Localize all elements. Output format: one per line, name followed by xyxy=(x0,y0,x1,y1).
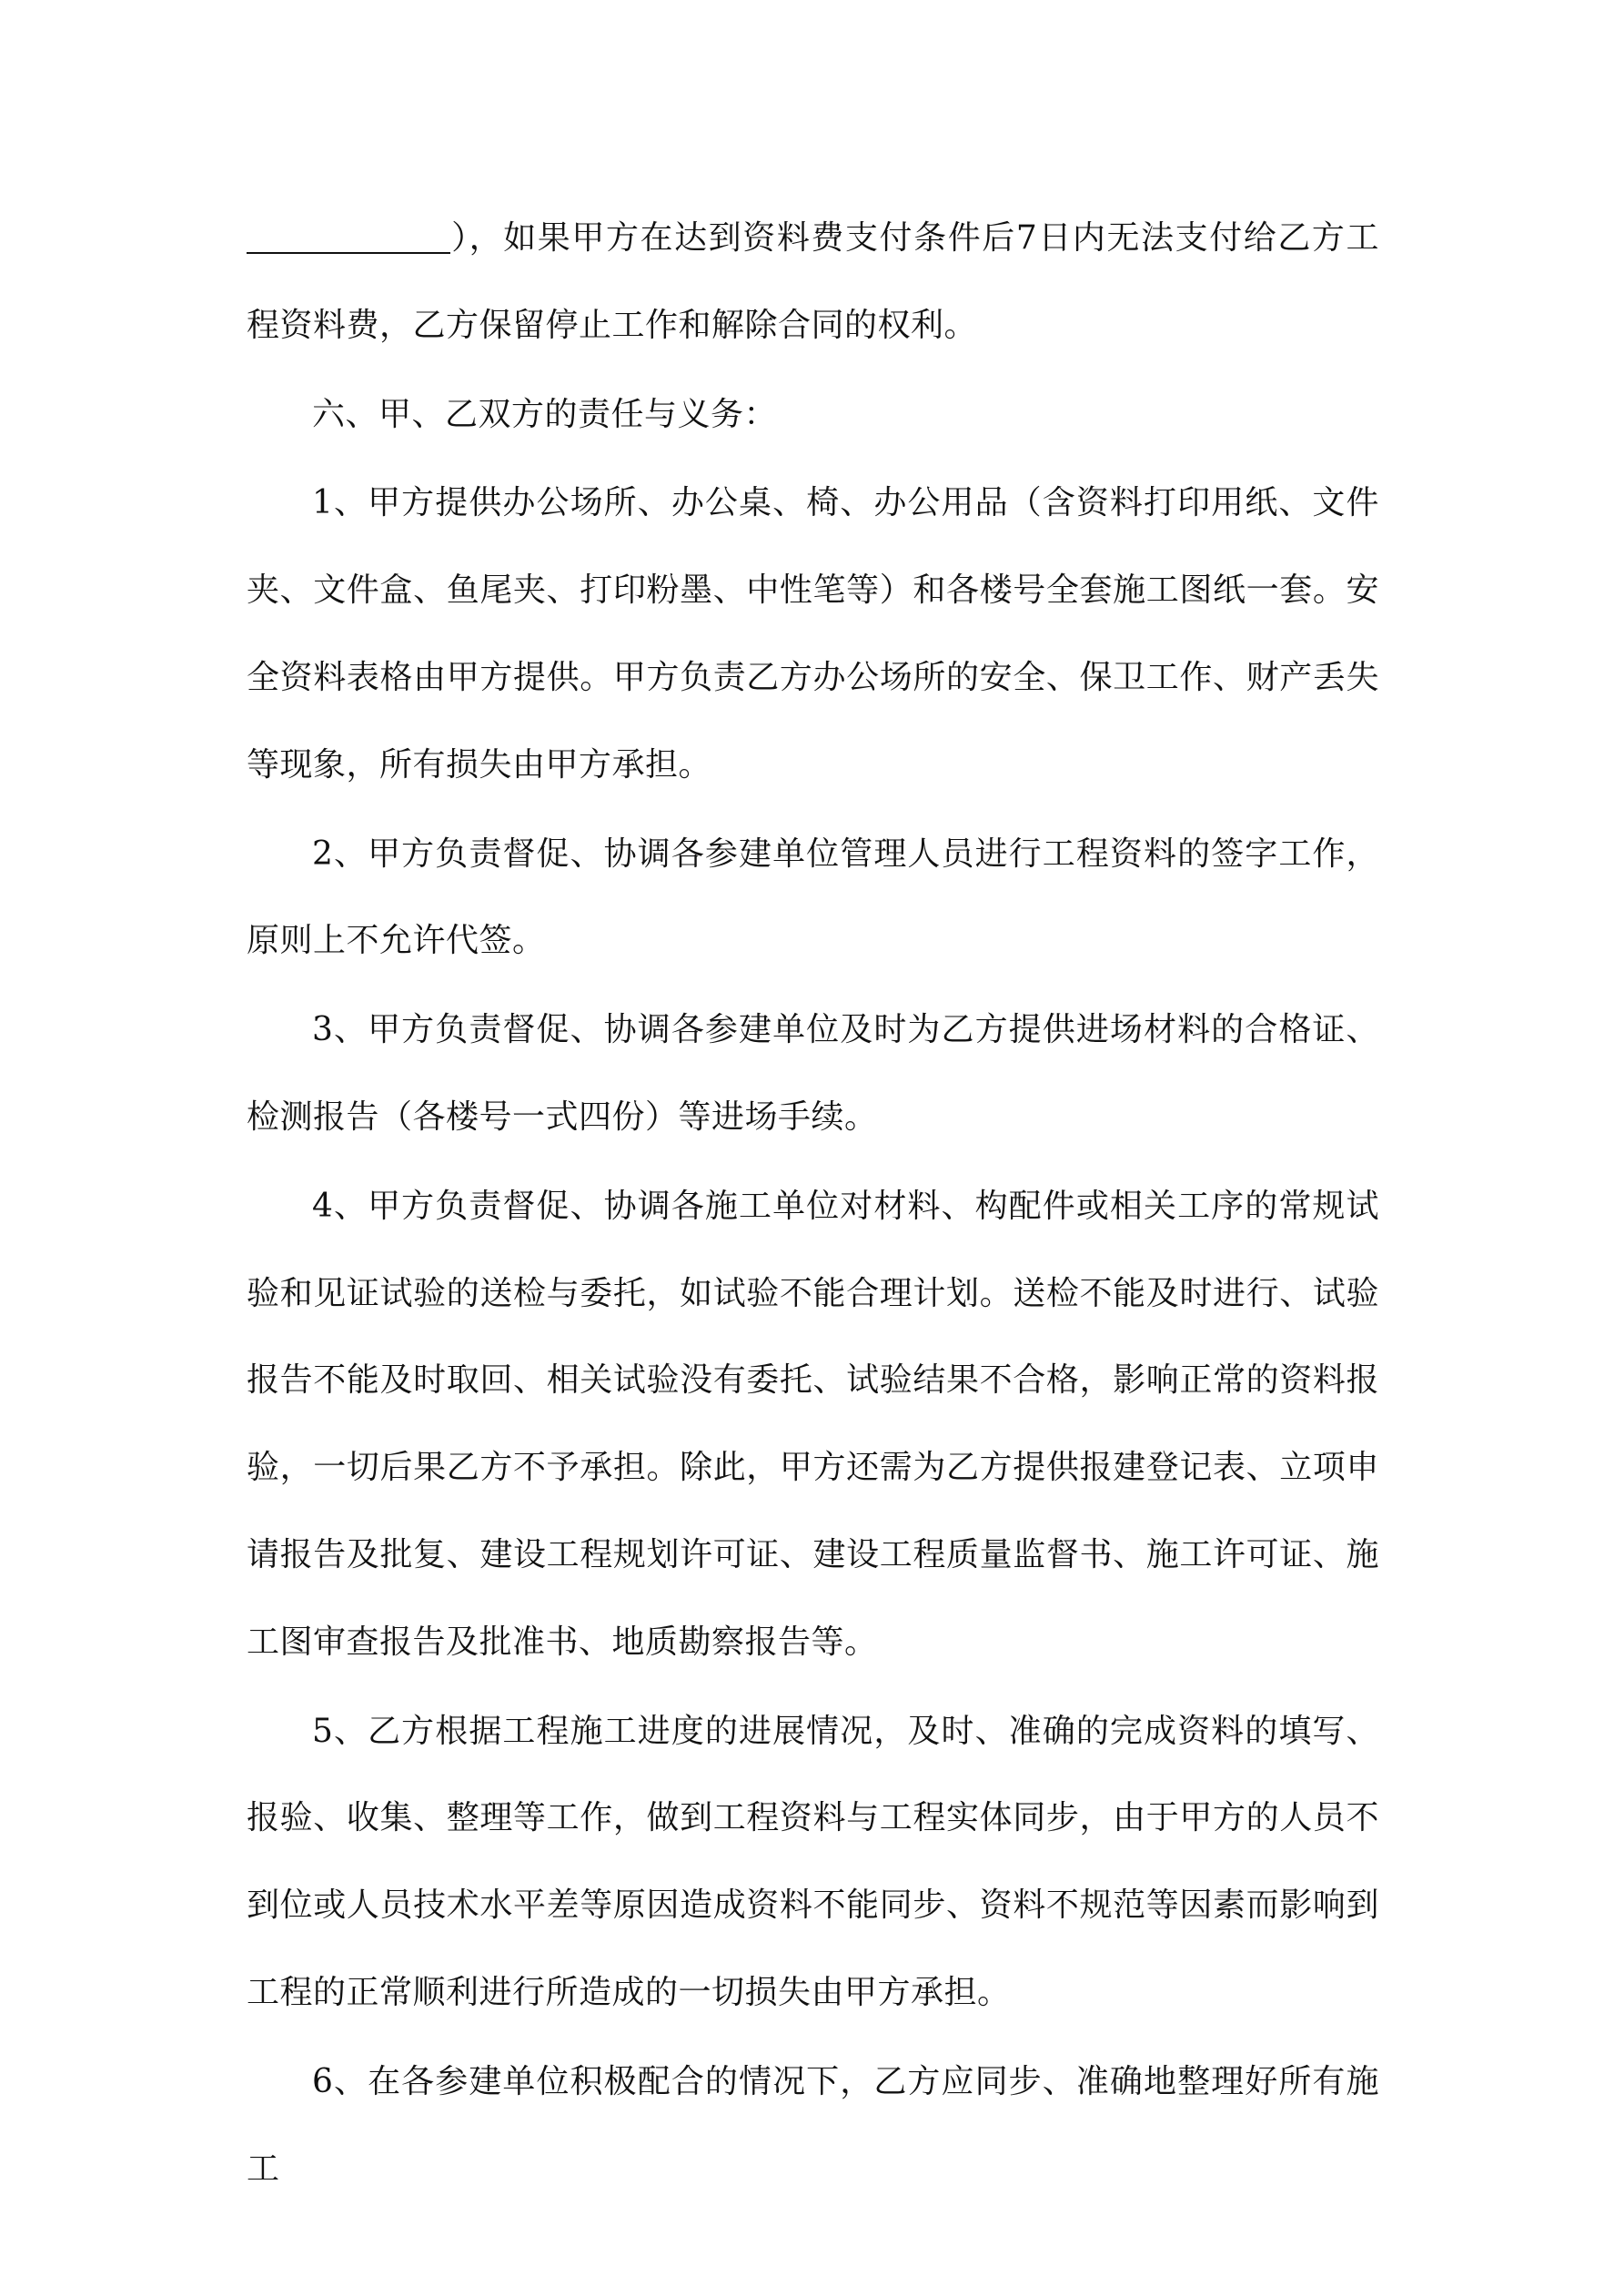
paragraph-payment-terms xyxy=(247,195,1379,369)
clause-2: 2、甲方负责督促、协调各参建单位管理人员进行工程资料的签字工作，原则上不允许代签。 xyxy=(247,834,1379,960)
clause-5: 5、乙方根据工程施工进度的进展情况，及时、准确的完成资料的填写、报验、收集、整理等工作，做到工程资料与工程实体同步，由于甲方的人员不到位或人员技术水平差等原因造成资料不能同步、资料不规范等因素而影响到工程的正常顺利进行所造成的一切损失由甲方承担。 xyxy=(247,1712,1379,2011)
clause-3: 3、甲方负责督促、协调各参建单位及时为乙方提供进场材料的合格证、检测报告（各楼号一式四份）等进场手续。 xyxy=(247,1011,1379,1136)
clause-4: 4、甲方负责督促、协调各施工单位对材料、构配件或相关工序的常规试验和见证试验的送检与委托，如试验不能合理计划。送检不能及时进行、试验报告不能及时取回、相关试验没有委托、试验结果不合格，影响正常的资料报验，一切后果乙方不予承担。除此，甲方还需为乙方提供报建登记表、立项申请报告及批复、建设工程规划许可证、建设工程质量监督书、施工许可证、施工图审查报告及批准书、地质勘察报告等。 xyxy=(247,1187,1379,1661)
clause-6: 6、在各参建单位积极配合的情况下，乙方应同步、准确地整理好所有施工 xyxy=(247,2062,1379,2188)
clause-1: 1、甲方提供办公场所、办公桌、椅、办公用品（含资料打印用纸、文件夹、文件盒、鱼尾夹、打印粉墨、中性笔等）和各楼号全套施工图纸一套。安全资料表格由甲方提供。甲方负责乙方办公场所的安全、保卫工作、财产丢失等现象，所有损失由甲方承担。 xyxy=(247,484,1379,784)
paragraph-text: ），如果甲方在达到资料费支付条件后7日内无法支付给乙方工程资料费，乙方保留停止工作和解除合同的权利。 xyxy=(247,219,1379,344)
section-heading-responsibilities: 六、甲、乙双方的责任与义务： xyxy=(312,395,778,433)
fill-in-blank xyxy=(247,219,450,254)
document-page xyxy=(247,195,1379,2214)
